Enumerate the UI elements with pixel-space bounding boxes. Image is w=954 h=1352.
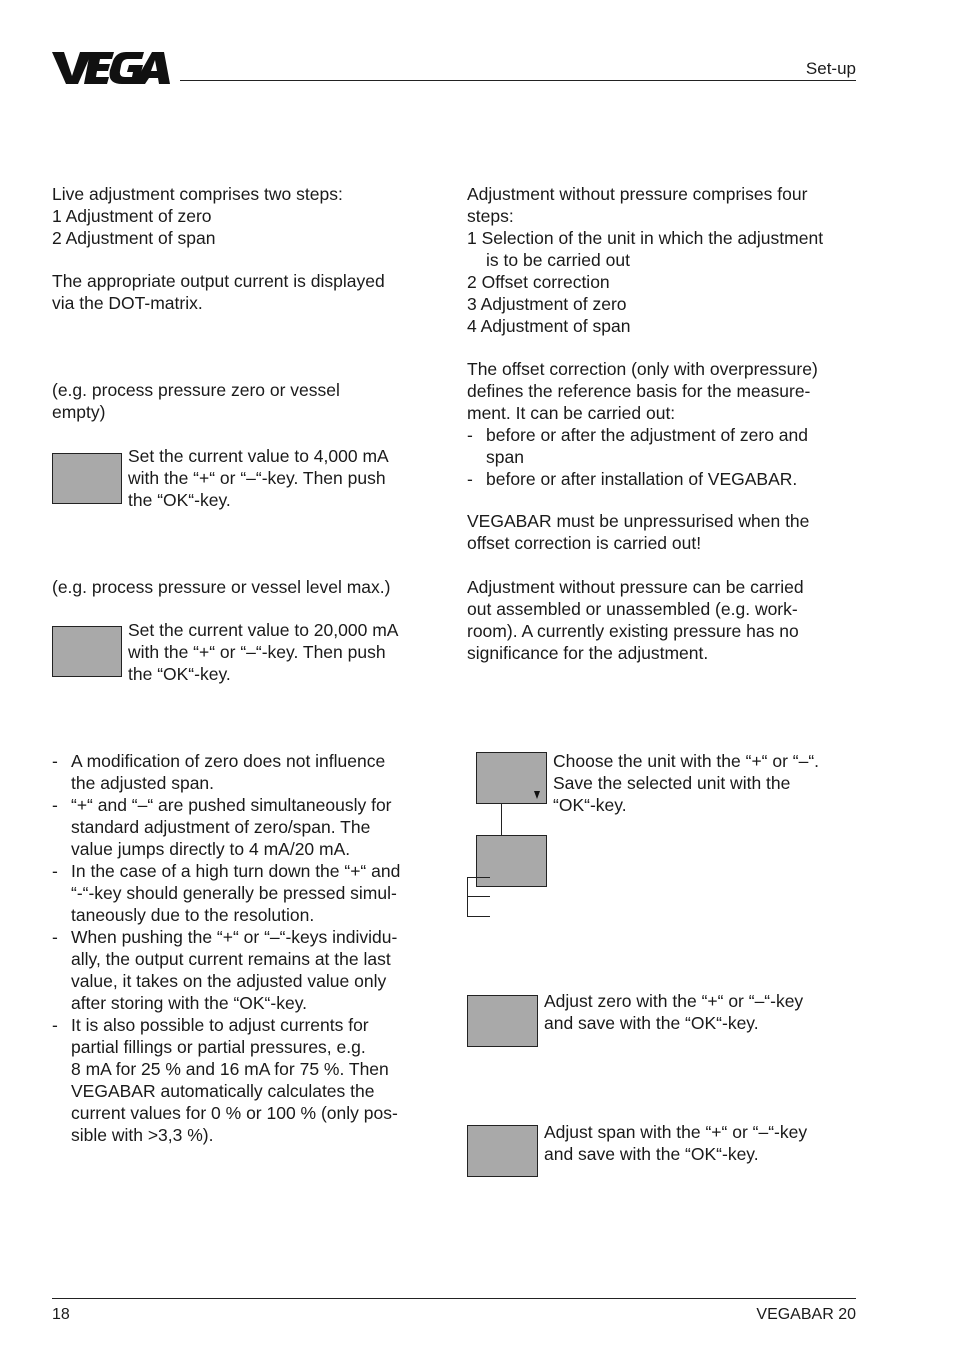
- text-line: is to be carried out: [486, 250, 630, 270]
- text-line: 2 Offset correction: [467, 272, 610, 292]
- text-line: ment. It can be carried out:: [467, 403, 676, 423]
- text-line: span: [486, 447, 524, 467]
- list-item: [52, 926, 442, 1014]
- bracket-line: [467, 896, 490, 897]
- text-line: - before or after installation of VEGABAR.: [467, 469, 798, 489]
- text-line: The offset correction (only with overpressure): [467, 359, 818, 379]
- text-line: value jumps directly to 4 mA/20 mA.: [71, 839, 351, 859]
- text-line: - before or after the adjustment of zero and: [467, 425, 808, 445]
- text-line: and save with the “OK“-key.: [544, 1013, 759, 1033]
- text-line: value, it takes on the adjusted value only: [71, 971, 387, 991]
- text-line: 1 Adjustment of zero: [52, 206, 212, 226]
- list-item: [52, 860, 442, 926]
- text-line: - “+“ and “–“ are pushed simultaneously for: [52, 795, 392, 815]
- left-span-example: [52, 576, 390, 598]
- text-line: standard adjustment of zero/span. The: [71, 817, 371, 837]
- text-line: VEGABAR must be unpressurised when the: [467, 511, 810, 531]
- text-line: Adjustment without pressure comprises four: [467, 184, 808, 204]
- text-line: ally, the output current remains at the last: [71, 949, 391, 969]
- text-line: Save the selected unit with the: [553, 773, 791, 793]
- text-line: “OK“-key.: [553, 795, 627, 815]
- text-line: with the “+“ or “–“-key. Then push: [128, 468, 386, 488]
- text-line: significance for the adjustment.: [467, 643, 709, 663]
- text-line: current values for 0 % or 100 % (only pos-: [71, 1103, 398, 1123]
- right-unit-step: [553, 750, 819, 816]
- text-line: the “OK“-key.: [128, 490, 231, 510]
- text-line: 3 Adjustment of zero: [467, 294, 627, 314]
- text-line: - It is also possible to adjust currents for: [52, 1015, 369, 1035]
- left-intro: [52, 183, 442, 249]
- text-line: - A modification of zero does not influence: [52, 751, 386, 771]
- bracket-line: [467, 916, 490, 917]
- page-number: 18: [52, 1306, 70, 1323]
- text-line: room). A currently existing pressure has no: [467, 621, 799, 641]
- text-line: Adjust zero with the “+“ or “–“-key: [544, 991, 804, 1011]
- text-line: (e.g. process pressure or vessel level max.): [52, 577, 391, 597]
- text-line: the “OK“-key.: [128, 664, 231, 684]
- text-line: 8 mA for 25 % and 16 mA for 75 %. Then: [71, 1059, 389, 1079]
- text-line: taneously due to the resolution.: [71, 905, 315, 925]
- right-unpressurised-text: [467, 510, 857, 554]
- right-zero-step: [544, 990, 803, 1034]
- bracket-line: [467, 877, 490, 878]
- section-title: Set-up: [805, 59, 856, 78]
- text-line: Adjustment without pressure can be carried: [467, 577, 804, 597]
- right-span-step: [544, 1121, 807, 1165]
- text-line: 2 Adjustment of span: [52, 228, 216, 248]
- text-line: (e.g. process pressure zero or vessel: [52, 380, 340, 400]
- document-name: VEGABAR 20: [756, 1306, 856, 1323]
- text-line: 1 Selection of the unit in which the adjustment: [467, 228, 824, 248]
- list-item: [52, 794, 442, 860]
- text-line: VEGABAR automatically calculates the: [71, 1081, 375, 1101]
- text-line: 4 Adjustment of span: [467, 316, 631, 336]
- text-line: sible with >3,3 %).: [71, 1125, 214, 1145]
- left-output-text: [52, 270, 442, 314]
- display-span-live: [52, 626, 122, 677]
- vega-logo: [52, 50, 170, 86]
- text-line: The appropriate output current is displayed: [52, 271, 385, 291]
- text-line: - In the case of a high turn down the “+“ and: [52, 861, 401, 881]
- text-line: offset correction is carried out!: [467, 533, 702, 553]
- text-line: with the “+“ or “–“-key. Then push: [128, 642, 386, 662]
- footer-rule: [52, 1298, 856, 1299]
- left-zero-example: [52, 379, 442, 423]
- connector-line: [501, 804, 502, 836]
- right-offset-text: [467, 358, 857, 490]
- arrow-down-icon: [534, 791, 540, 799]
- text-line: “-“-key should generally be pressed simul-: [71, 883, 397, 903]
- text-line: defines the reference basis for the measure-: [467, 381, 811, 401]
- display-zero-dry: [467, 995, 538, 1047]
- left-zero-step: [128, 445, 389, 511]
- text-line: partial fillings or partial pressures, e.g.: [71, 1037, 366, 1057]
- text-line: Set the current value to 20,000 mA: [128, 620, 399, 640]
- right-intro: [467, 183, 857, 337]
- text-line: empty): [52, 402, 106, 422]
- text-line: steps:: [467, 206, 514, 226]
- list-item: [52, 1014, 442, 1146]
- text-line: the adjusted span.: [71, 773, 215, 793]
- display-offset: [476, 835, 547, 887]
- display-span-dry: [467, 1125, 538, 1177]
- right-assembled-text: [467, 576, 857, 664]
- text-line: Adjust span with the “+“ or “–“-key: [544, 1122, 808, 1142]
- text-line: Set the current value to 4,000 mA: [128, 446, 389, 466]
- text-line: and save with the “OK“-key.: [544, 1144, 759, 1164]
- text-line: Choose the unit with the “+“ or “–“.: [553, 751, 820, 771]
- left-notes-list: [52, 750, 442, 1146]
- list-item: [52, 750, 442, 794]
- text-line: - When pushing the “+“ or “–“-keys individu-: [52, 927, 398, 947]
- text-line: Live adjustment comprises two steps:: [52, 184, 343, 204]
- header-rule: [180, 80, 856, 81]
- left-span-step: [128, 619, 398, 685]
- text-line: out assembled or unassembled (e.g. work-: [467, 599, 798, 619]
- text-line: after storing with the “OK“-key.: [71, 993, 308, 1013]
- text-line: via the DOT-matrix.: [52, 293, 203, 313]
- display-zero-live: [52, 453, 122, 504]
